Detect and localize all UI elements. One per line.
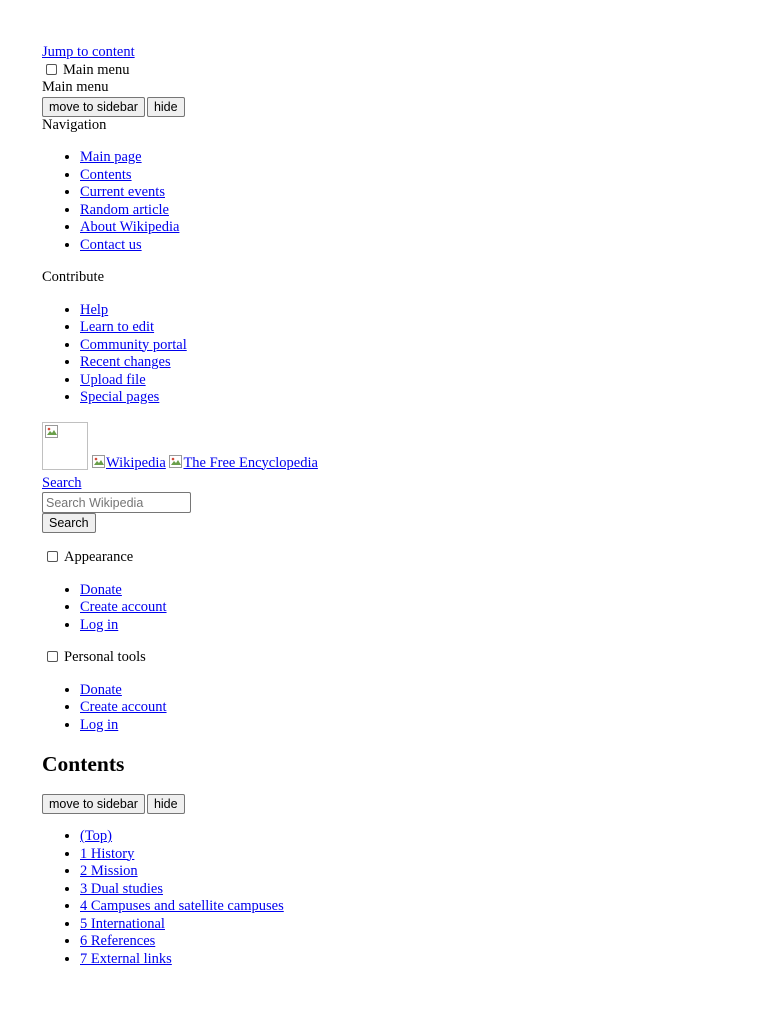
list-item — [80, 219, 742, 237]
list-item — [80, 202, 742, 220]
logo-area — [42, 422, 742, 472]
toc-move-to-sidebar-button[interactable]: move to sidebar — [42, 794, 145, 814]
main-menu-title: Main menu — [42, 79, 109, 95]
list-item — [80, 354, 742, 372]
toc-references-link[interactable]: 6 References — [80, 933, 156, 949]
list-item — [80, 717, 742, 735]
logo-text-links — [92, 455, 318, 473]
toc-top-link[interactable]: (Top) — [80, 828, 113, 844]
toc-dual-studies-link[interactable]: 3 Dual studies — [80, 880, 163, 897]
toc-title: Contents — [42, 752, 125, 776]
broken-image-icon — [169, 455, 183, 469]
log-in-link[interactable]: Log in — [80, 616, 119, 633]
navigation-list — [42, 149, 742, 254]
list-item — [80, 599, 742, 617]
list-item — [80, 237, 742, 255]
tagline-alt-text: The Free Encyclopedia — [183, 454, 318, 471]
list-item — [80, 699, 742, 717]
jump-to-content-link[interactable]: Jump to content — [42, 44, 135, 60]
contribute-list — [42, 302, 742, 407]
appearance-checkbox[interactable] — [47, 551, 58, 562]
search-link[interactable]: Search — [42, 474, 82, 491]
personal-tools-toggle[interactable] — [42, 649, 742, 667]
main-menu-pin-controls — [42, 97, 742, 117]
list-item — [80, 167, 742, 185]
create-account-link[interactable]: Create account — [80, 699, 167, 715]
search-input[interactable] — [42, 492, 191, 513]
nav-random-article-link[interactable]: Random article — [80, 201, 169, 218]
appearance-label: Appearance — [64, 549, 134, 565]
search-button[interactable]: Search — [42, 513, 96, 533]
toc-external-links-link[interactable]: 7 External links — [80, 950, 172, 967]
personal-tools-label: Personal tools — [64, 649, 146, 665]
list-item — [80, 302, 742, 320]
toc-item — [80, 916, 742, 934]
wordmark-alt-text: Wikipedia — [106, 454, 166, 471]
toc-international-link[interactable]: 5 International — [80, 915, 165, 932]
contribute-heading: Contribute — [42, 269, 105, 285]
main-menu-checkbox[interactable] — [46, 64, 57, 75]
broken-image-icon — [45, 425, 59, 439]
toc-history-link[interactable]: 1 History — [80, 845, 135, 862]
appearance-list — [42, 582, 742, 635]
toc-pin-controls — [42, 794, 742, 814]
nav-about-link[interactable]: About Wikipedia — [80, 219, 180, 235]
main-menu-checkbox-label: Main menu — [63, 61, 130, 78]
contribute-learn-link[interactable]: Learn to edit — [80, 319, 155, 335]
list-item — [80, 582, 742, 600]
nav-contents-link[interactable]: Contents — [80, 166, 132, 183]
create-account-link[interactable]: Create account — [80, 599, 167, 615]
toc-item — [80, 881, 742, 899]
list-item — [80, 337, 742, 355]
contribute-recent-changes-link[interactable]: Recent changes — [80, 354, 171, 370]
list-item — [80, 319, 742, 337]
contribute-community-link[interactable]: Community portal — [80, 336, 187, 353]
toc-campuses-link[interactable]: 4 Campuses and satellite campuses — [80, 898, 284, 914]
toc-item — [80, 933, 742, 951]
toc-item — [80, 828, 742, 846]
donate-link[interactable]: Donate — [80, 681, 122, 698]
nav-contact-link[interactable]: Contact us — [80, 236, 142, 253]
tagline-link[interactable] — [169, 455, 317, 471]
toc-item — [80, 846, 742, 864]
broken-image-icon — [92, 455, 106, 469]
personal-tools-list — [42, 682, 742, 735]
personal-tools-checkbox[interactable] — [47, 651, 58, 662]
main-menu-hide-button[interactable]: hide — [147, 97, 185, 117]
list-item — [80, 389, 742, 407]
page — [42, 44, 742, 968]
list-item — [80, 149, 742, 167]
contribute-upload-link[interactable]: Upload file — [80, 371, 146, 388]
list-item — [80, 184, 742, 202]
list-item — [80, 682, 742, 700]
nav-main-page-link[interactable]: Main page — [80, 149, 142, 165]
log-in-link[interactable]: Log in — [80, 716, 119, 733]
donate-link[interactable]: Donate — [80, 581, 122, 598]
wikipedia-logo-icon[interactable] — [42, 422, 88, 470]
main-menu-move-to-sidebar-button[interactable]: move to sidebar — [42, 97, 145, 117]
contribute-special-pages-link[interactable]: Special pages — [80, 389, 160, 405]
contribute-help-link[interactable]: Help — [80, 301, 109, 318]
toc-item — [80, 951, 742, 969]
toc-hide-button[interactable]: hide — [147, 794, 185, 814]
toc-list — [42, 828, 742, 968]
main-menu-toggle[interactable] — [42, 62, 742, 80]
toc-mission-link[interactable]: 2 Mission — [80, 863, 138, 879]
appearance-toggle[interactable] — [42, 549, 742, 567]
toc-item — [80, 898, 742, 916]
list-item — [80, 372, 742, 390]
navigation-heading: Navigation — [42, 116, 107, 133]
list-item — [80, 617, 742, 635]
wordmark-link[interactable] — [92, 455, 166, 471]
nav-current-events-link[interactable]: Current events — [80, 184, 165, 200]
toc-item — [80, 863, 742, 881]
